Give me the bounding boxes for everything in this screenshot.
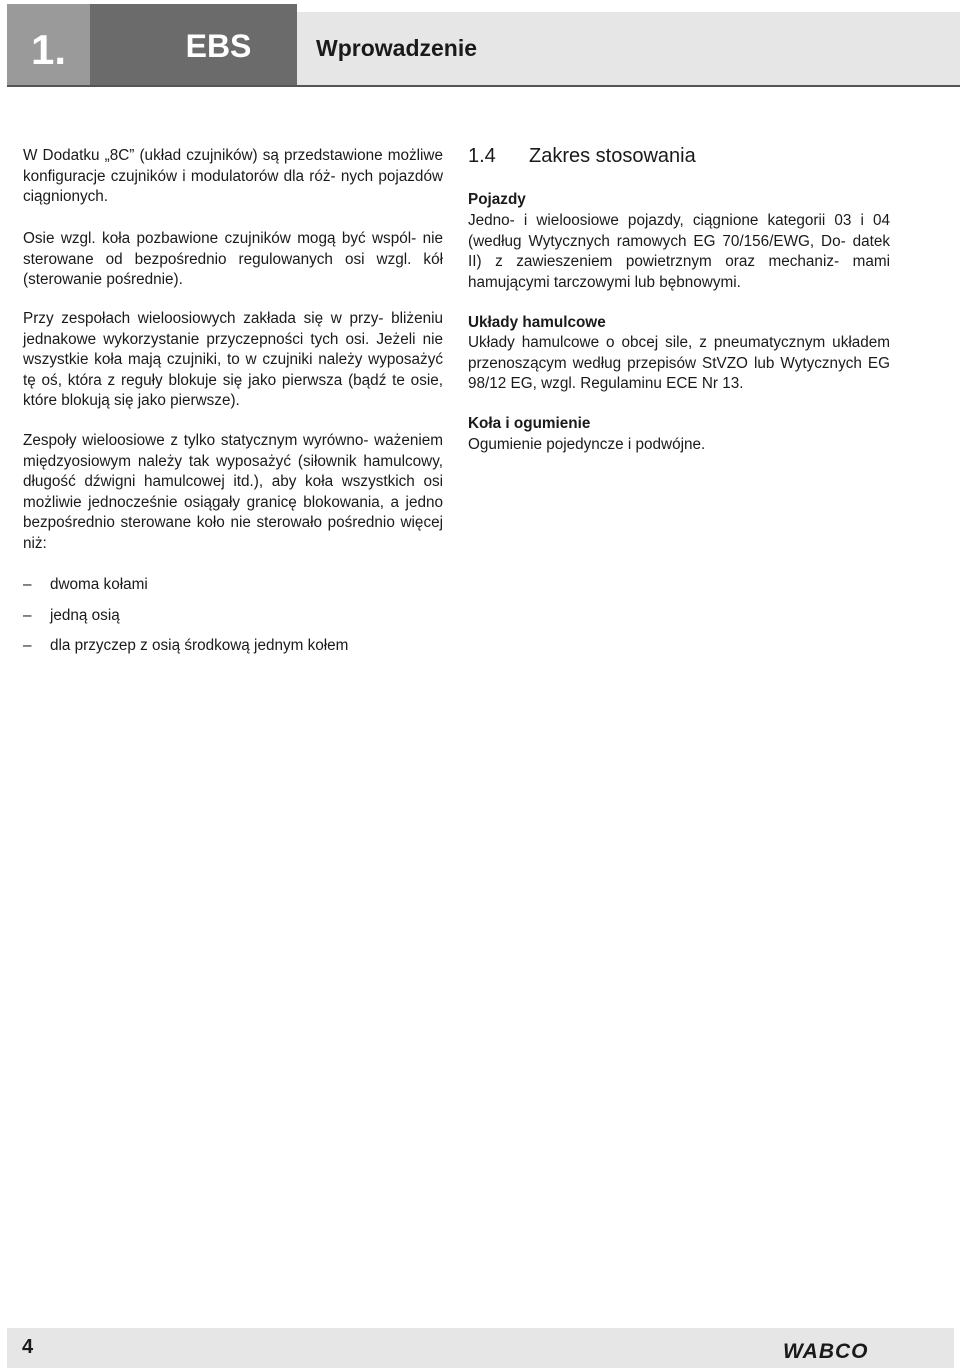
section-title: Wprowadzenie (297, 12, 960, 85)
list-dash: – (23, 637, 32, 654)
list-item-text: dwoma kołami (50, 576, 148, 593)
section-heading (468, 145, 696, 168)
subheading-brake-systems: Układy hamulcowe (468, 314, 606, 331)
subheading-wheels-tyres: Koła i ogumienie (468, 415, 591, 432)
list-item-text: dla przyczep z osią środkową jednym kołem (50, 637, 349, 654)
list-dash: – (23, 576, 32, 593)
list-item-text: jedną osią (50, 607, 120, 624)
section-number: 1.4 (468, 145, 496, 167)
section-heading-text: Zakres stosowania (529, 145, 696, 167)
list-item (23, 606, 120, 626)
list-item (23, 575, 148, 595)
header-divider (7, 85, 960, 87)
paragraph-wheels-tyres: Ogumienie pojedyncze i podwójne. (468, 436, 706, 453)
paragraph-vehicles: Jedno- i wieloosiowe pojazdy, ciągnione kategorii 03 i 04 (według Wytycznych ramowych EG 70/156/EWG, Do- datek II) z zawieszeniem powietrznym oraz mechaniz- mami hamującymi tarczowymi lub bębnowymi. (468, 212, 890, 291)
paragraph-brake-systems: Układy hamulcowe o obcej sile, z pneumatycznym układem przenoszącym według przepisów StVZO lub Wytycznych EG 98/12 EG, wzgl. Regulaminu ECE Nr 13. (468, 334, 890, 393)
page-number: 4 (22, 1336, 34, 1358)
list-item (23, 636, 348, 656)
paragraph-static-compensation: Zespoły wieloosiowe z tylko statycznym wyrówno- ważeniem międzyosiowym należy tak wyposażyć (siłownik hamulcowy, długość dźwigni hamulcowej itd.), aby koła wszystkich osi możliwie jednocześnie osiągały granicę blokowania, a jedno bezpośrednio sterowane koło nie sterowało pośrednio więcej niż: (23, 432, 443, 552)
chapter-title: EBS (90, 4, 297, 85)
chapter-number: 1. (7, 4, 90, 85)
paragraph-sensor-configurations: W Dodatku „8C” (układ czujników) są przedstawione możliwe konfiguracje czujników i modulatorów dla róż- nych pojazdów ciągnionych. (23, 147, 443, 206)
subheading-vehicles: Pojazdy (468, 191, 526, 208)
wabco-logo: WABCO (783, 1340, 869, 1363)
paragraph-indirect-control: Osie wzgl. koła pozbawione czujników mogą być wspól- nie sterowane od bezpośrednio regulowanych osi wzgl. kół (sterowanie pośrednie). (23, 230, 443, 289)
paragraph-multi-axle-groups: Przy zespołach wieloosiowych zakłada się w przy- bliżeniu jednakowe wykorzystanie przyczepności tych osi. Jeżeli nie wszystkie koła mają czujniki, to w czujniki należy wyposażyć tę oś, która z reguły blokuje się jako pierwsza (bądź te osie, które blokują się jako pierwsze). (23, 310, 443, 410)
list-dash: – (23, 607, 32, 624)
